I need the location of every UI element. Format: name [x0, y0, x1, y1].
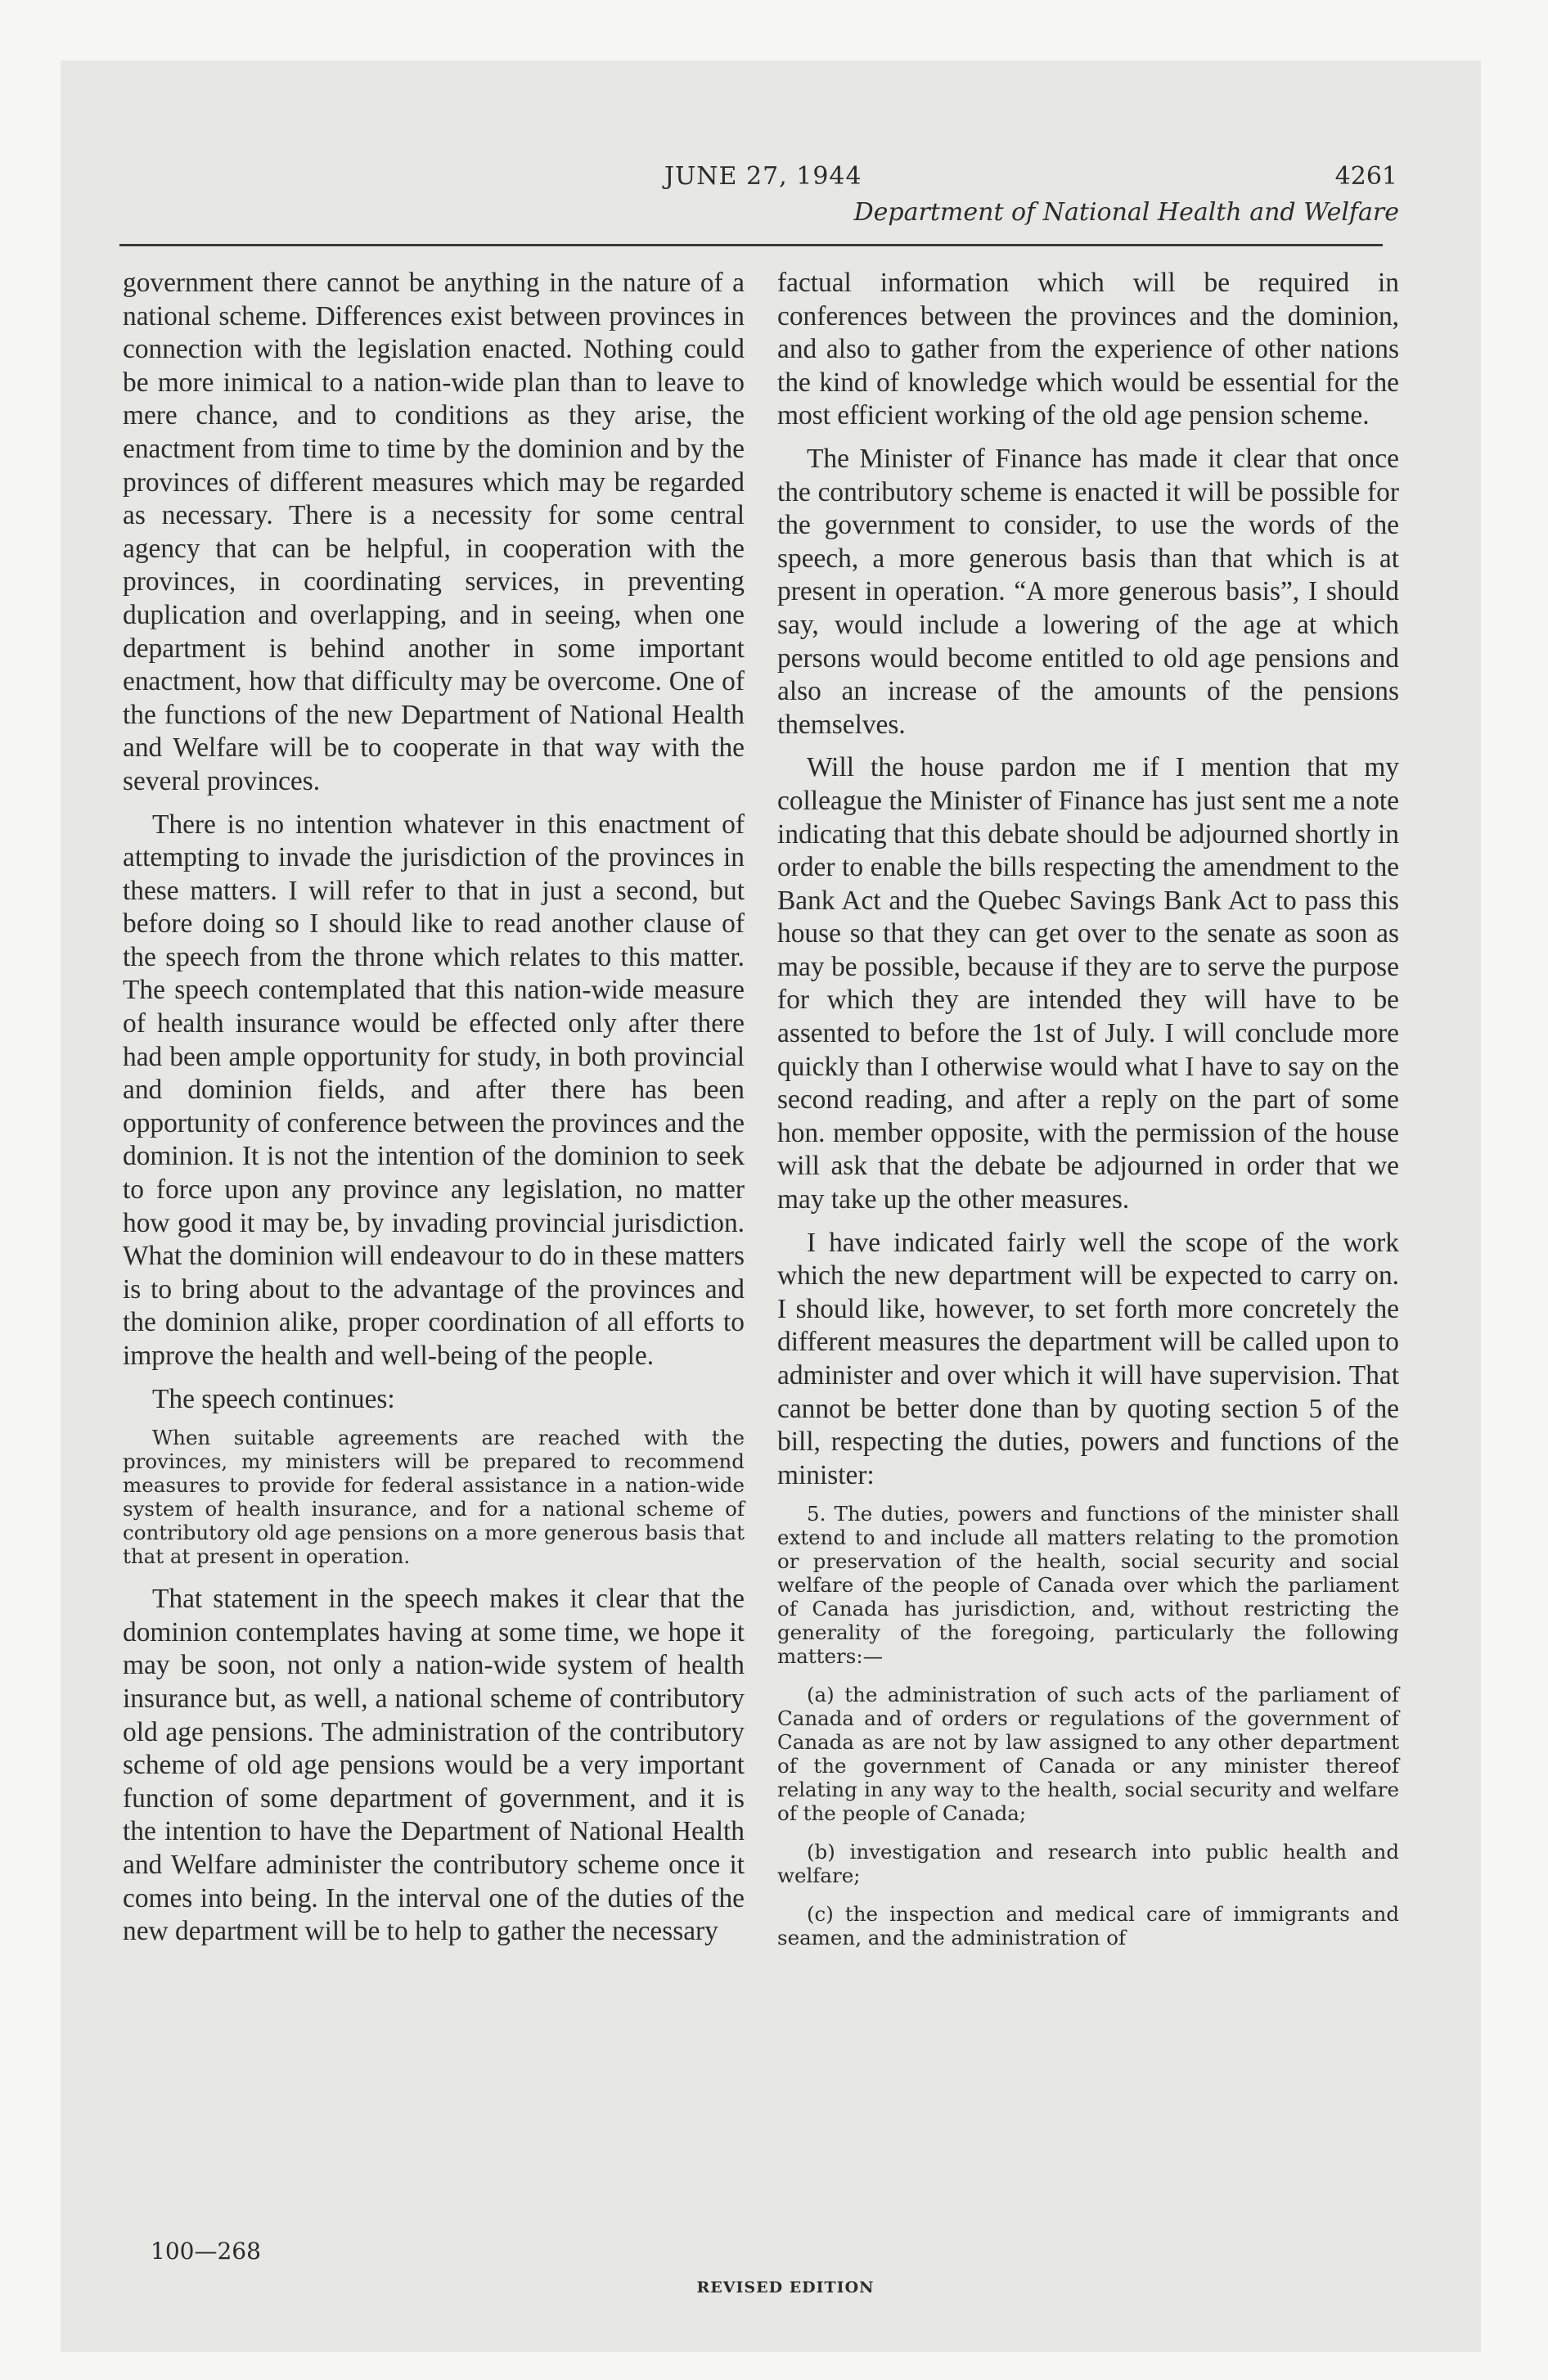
paragraph: There is no intention whatever in this enactment of attempting to invade the jurisdiction of the provinces in these matters. I will refer to that in just a second, but before doing so I should like to read another clause of the speech from the throne which relates to this matter. The speech contemplated that this nation-wide measure of health insurance would be effected only after there had been ample opportunity for study, in both provincial and dominion fields, and after there has been opportunity of conference between the provinces and the dominion. It is not the intention of the dominion to seek to force upon any province any legislation, no matter how good it may be, by invading provincial jurisdiction. What the dominion will endeavour to do in these matters is to bring about to the advantage of the provinces and the dominion alike, proper coordination of all efforts to improve the health and well-being of the people. — [123, 809, 745, 1371]
edition-label: REVISED EDITION — [696, 2279, 875, 2297]
department-title: Department of National Health and Welfare — [853, 198, 1399, 227]
left-column — [123, 267, 745, 1959]
paragraph: government there cannot be anything in the nature of a national scheme. Differences exist between provinces in connection with the legislation enacted. Nothing could be more inimical to a nation-wide plan than to leave to mere chance, and to conditions as they arise, the enactment from time to time by the dominion and by the provinces of different measures which may be regarded as necessary. There is a necessity for some central agency that can be helpful, in cooperation with the provinces, in coordinating services, in preventing duplication and overlapping, and in seeing, when one department is behind another in some important enactment, how that difficulty may be overcome. One of the functions of the new Department of National Health and Welfare will be to cooperate in that way with the several provinces. — [123, 268, 745, 796]
paragraph: That statement in the speech makes it clear that the dominion contemplates having at some time, we hope it may be soon, not only a nation-wide system of health insurance but, as well, a national scheme of contributory old age pensions. The administration of the contributory scheme of old age pensions would be a very important function of some department of government, and it is the intention to have the Department of National Health and Welfare administer the contributory scheme once it comes into being. In the interval one of the duties of the new department will be to help to gather the necessary — [123, 1584, 745, 1947]
bill-clause-b: (b) investigation and research into public health and welfare; — [777, 1840, 1399, 1888]
sheet-number: 100—268 — [151, 2238, 261, 2265]
paragraph: The Minister of Finance has made it clear that once the contributory scheme is enacted it will be possible for the government to consider, to use the words of the speech, a more generous basis than that which is at present in operation. “A more generous basis”, I should say, would include a lowering of the age at which persons would become entitled to old age pensions and also an increase of the amounts of the pensions themselves. — [777, 443, 1399, 740]
right-column — [777, 267, 1399, 1964]
header-date: JUNE 27, 1944 — [664, 162, 862, 191]
paragraph: factual information which will be required in conferences between the provinces and the dominion, and also to gather from the experience of other nations the kind of knowledge which would be essential for the most efficient working of the old age pension scheme. — [777, 268, 1399, 431]
bill-section-quote: 5. The duties, powers and functions of the minister shall extend to and include all matters relating to the promotion or preservation of the health, social security and social welfare of the people of Canada over which the parliament of Canada has jurisdiction, and, without restricting the generality of the foregoing, particularly the following matters:— — [777, 1502, 1399, 1669]
header-rule — [119, 244, 1383, 246]
paragraph: I have indicated fairly well the scope of the work which the new department will be expected to carry on. I should like, however, to set forth more concretely the different measures the department will be called upon to administer and over which it will have supervision. That cannot be better done than by quoting section 5 of the bill, respecting the duties, powers and functions of the minister: — [777, 1227, 1399, 1490]
page-number: 4261 — [1334, 162, 1397, 191]
paragraph: Will the house pardon me if I mention that my colleague the Minister of Finance has just sent me a note indicating that this debate should be adjourned shortly in order to enable the bills respecting the amendment to the Bank Act and the Quebec Savings Bank Act to pass this house so that they can get over to the senate as soon as may be possible, because if they are to serve the purpose for which they are intended they will have to be assented to before the 1st of July. I will conclude more quickly than I otherwise would what I have to say on the second reading, and after a reply on the part of some hon. member opposite, with the permission of the house will ask that the debate be adjourned in order that we may take up the other measures. — [777, 752, 1399, 1215]
bill-clause-a: (a) the administration of such acts of the parliament of Canada and of orders or regulations of the government of Canada as are not by law assigned to any other department of the government of Canada or any minister thereof relating in any way to the health, social security and welfare of the people of Canada; — [777, 1683, 1399, 1826]
bill-clause-c: (c) the inspection and medical care of immigrants and seamen, and the administration of — [777, 1902, 1399, 1950]
paragraph: The speech continues: — [152, 1383, 395, 1414]
quotation: When suitable agreements are reached with the provinces, my ministers will be prepared to recommend measures to provide for federal assistance in a nation-wide system of health insurance, and for a national scheme of contributory old age pensions on a more generous basis that that at present in operation. — [123, 1426, 745, 1569]
